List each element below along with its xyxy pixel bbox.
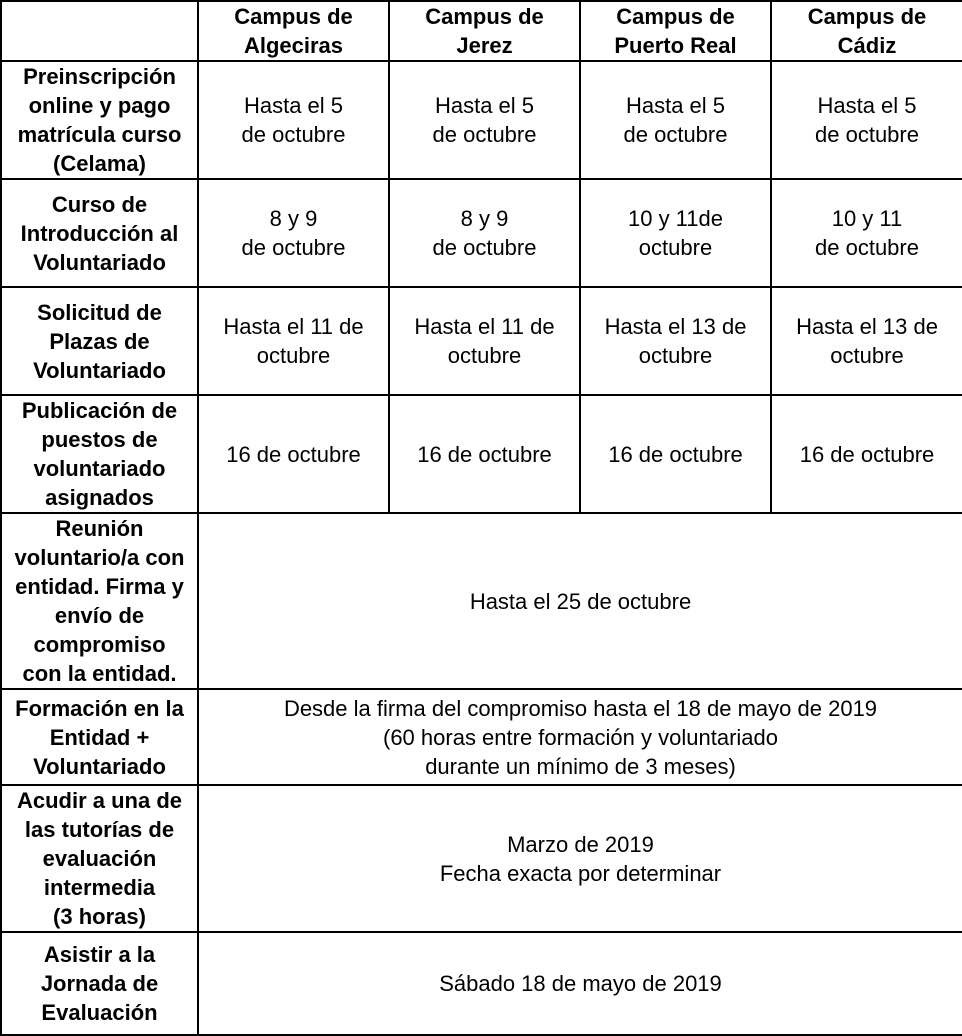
date-cell: 16 de octubre	[198, 395, 389, 513]
corner-cell	[1, 1, 198, 61]
date-cell: 10 y 11de octubre	[580, 179, 771, 287]
date-cell: 8 y 9 de octubre	[389, 179, 580, 287]
date-cell: 16 de octubre	[771, 395, 962, 513]
row-publicacion-puestos	[1, 395, 962, 513]
header-campus-cadiz: Campus de Cádiz	[771, 1, 962, 61]
row-label: Asistir a la Jornada de Evaluación	[1, 932, 198, 1035]
row-label: Curso de Introducción al Voluntariado	[1, 179, 198, 287]
date-cell: 8 y 9 de octubre	[198, 179, 389, 287]
merged-date-cell: Marzo de 2019 Fecha exacta por determinar	[198, 785, 962, 932]
date-cell: 16 de octubre	[389, 395, 580, 513]
date-cell: Hasta el 11 de octubre	[198, 287, 389, 395]
row-tutorias-evaluacion	[1, 785, 962, 932]
header-campus-jerez: Campus de Jerez	[389, 1, 580, 61]
merged-date-cell: Hasta el 25 de octubre	[198, 513, 962, 689]
row-curso-introduccion	[1, 179, 962, 287]
date-cell: Hasta el 13 de octubre	[580, 287, 771, 395]
row-reunion-entidad	[1, 513, 962, 689]
date-cell: Hasta el 11 de octubre	[389, 287, 580, 395]
row-preinscripcion	[1, 61, 962, 179]
date-cell: Hasta el 5 de octubre	[771, 61, 962, 179]
row-label: Acudir a una de las tutorías de evaluación intermedia (3 horas)	[1, 785, 198, 932]
date-cell: 10 y 11 de octubre	[771, 179, 962, 287]
row-label: Reunión voluntario/a con entidad. Firma y envío de compromiso con la entidad.	[1, 513, 198, 689]
row-jornada-evaluacion	[1, 932, 962, 1035]
date-cell: Hasta el 5 de octubre	[580, 61, 771, 179]
row-label: Formación en la Entidad + Voluntariado	[1, 689, 198, 785]
merged-date-cell: Desde la firma del compromiso hasta el 18 de mayo de 2019 (60 horas entre formación y voluntariado durante un mínimo de 3 meses)	[198, 689, 962, 785]
header-campus-puerto-real: Campus de Puerto Real	[580, 1, 771, 61]
date-cell: Hasta el 5 de octubre	[198, 61, 389, 179]
row-label: Preinscripción online y pago matrícula curso (Celama)	[1, 61, 198, 179]
row-formacion-entidad	[1, 689, 962, 785]
header-campus-algeciras: Campus de Algeciras	[198, 1, 389, 61]
merged-date-cell: Sábado 18 de mayo de 2019	[198, 932, 962, 1035]
date-cell: Hasta el 13 de octubre	[771, 287, 962, 395]
date-cell: 16 de octubre	[580, 395, 771, 513]
row-label: Solicitud de Plazas de Voluntariado	[1, 287, 198, 395]
header-row	[1, 1, 962, 61]
row-label: Publicación de puestos de voluntariado asignados	[1, 395, 198, 513]
row-solicitud-plazas	[1, 287, 962, 395]
date-cell: Hasta el 5 de octubre	[389, 61, 580, 179]
